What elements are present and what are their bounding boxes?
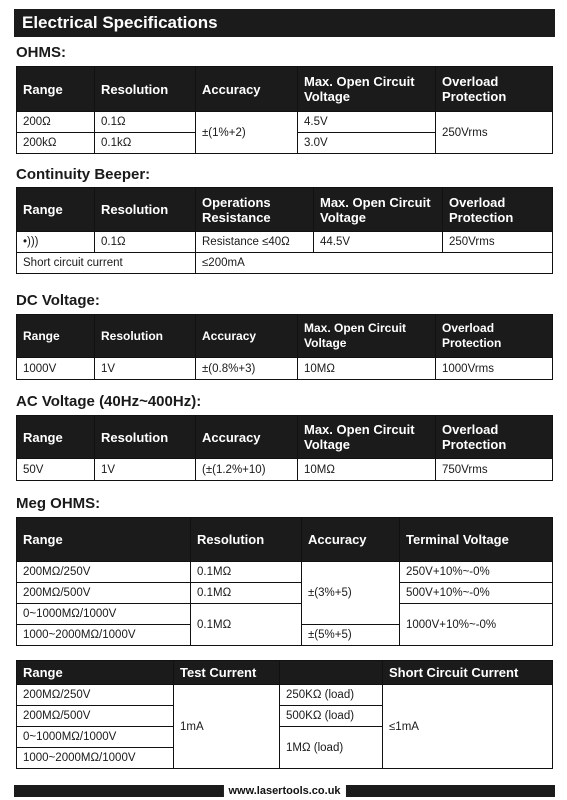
header-range: Range	[17, 315, 95, 358]
header-overload: Overload Protection	[436, 416, 553, 459]
cell-range: 200MΩ/250V	[17, 685, 174, 706]
header-max-open-voltage: Max. Open Circuit Voltage	[298, 315, 436, 358]
header-accuracy: Accuracy	[302, 518, 400, 562]
cell-voltage: 44.5V	[314, 232, 443, 253]
header-max-open-voltage: Max. Open Circuit Voltage	[298, 67, 436, 112]
header-resolution: Resolution	[95, 416, 196, 459]
cell-range: 0~1000MΩ/1000V	[17, 604, 191, 625]
header-overload: Overload Protection	[436, 315, 553, 358]
cell-range: 0~1000MΩ/1000V	[17, 727, 174, 748]
short-circuit-value: ≤200mA	[196, 253, 553, 274]
cell-range: 1000V	[17, 358, 95, 380]
header-range: Range	[17, 188, 95, 232]
meg-test-current-table	[16, 660, 553, 769]
cell-terminal-voltage: 250V+10%~-0%	[400, 562, 553, 583]
cell-voltage: 4.5V	[298, 112, 436, 133]
header-test-current: Test Current	[174, 661, 280, 685]
header-short-circuit-current: Short Circuit Current	[383, 661, 553, 685]
header-max-open-voltage: Max. Open Circuit Voltage	[314, 188, 443, 232]
cell-range: 1000~2000MΩ/1000V	[17, 625, 191, 646]
header-terminal-voltage: Terminal Voltage	[400, 518, 553, 562]
ac-table	[16, 415, 553, 481]
cell-resolution: 1V	[95, 459, 196, 481]
cell-resolution: 0.1kΩ	[95, 133, 196, 154]
cell-resolution: 0.1MΩ	[191, 604, 302, 646]
dc-heading: DC Voltage:	[16, 292, 100, 309]
cell-accuracy: ±(0.8%+3)	[196, 358, 298, 380]
cell-terminal-voltage: 1000V+10%~-0%	[400, 604, 553, 646]
cell-accuracy: ±(1%+2)	[196, 112, 298, 154]
footer-website-link[interactable]: www.lasertools.co.uk	[223, 784, 345, 798]
cell-protection: 250Vrms	[443, 232, 553, 253]
page-title: Electrical Specifications	[14, 9, 555, 37]
cell-resolution: 0.1MΩ	[191, 583, 302, 604]
meg-ohms-table	[16, 517, 553, 646]
cell-range: 200MΩ/500V	[17, 583, 191, 604]
header-resolution: Resolution	[95, 67, 196, 112]
beeper-heading: Continuity Beeper:	[16, 166, 151, 183]
header-accuracy: Accuracy	[196, 67, 298, 112]
cell-resolution: 1V	[95, 358, 196, 380]
cell-range: 200Ω	[17, 112, 95, 133]
cell-load: 250KΩ (load)	[280, 685, 383, 706]
beeper-symbol: •)))	[17, 232, 95, 253]
ac-heading: AC Voltage (40Hz~400Hz):	[16, 393, 202, 410]
footer-bar	[14, 785, 555, 797]
ohms-table	[16, 66, 553, 154]
cell-short-circuit: ≤1mA	[383, 685, 553, 769]
cell-voltage: 10MΩ	[298, 358, 436, 380]
cell-accuracy: ±(3%+5)	[302, 562, 400, 625]
header-load	[280, 661, 383, 685]
cell-protection: 1000Vrms	[436, 358, 553, 380]
header-resolution: Resolution	[191, 518, 302, 562]
cell-resolution: 0.1Ω	[95, 112, 196, 133]
cell-load: 1MΩ (load)	[280, 727, 383, 769]
ohms-heading: OHMS:	[16, 44, 66, 61]
cell-range: 200kΩ	[17, 133, 95, 154]
dc-table	[16, 314, 553, 380]
cell-resolution: 0.1MΩ	[191, 562, 302, 583]
meg-heading: Meg OHMS:	[16, 495, 101, 512]
cell-range: 200MΩ/500V	[17, 706, 174, 727]
header-range: Range	[17, 661, 174, 685]
cell-resistance: Resistance ≤40Ω	[196, 232, 314, 253]
cell-test-current: 1mA	[174, 685, 280, 769]
cell-load: 500KΩ (load)	[280, 706, 383, 727]
header-overload: Overload Protection	[436, 67, 553, 112]
cell-accuracy: ±(5%+5)	[302, 625, 400, 646]
cell-voltage: 3.0V	[298, 133, 436, 154]
header-overload: Overload Protection	[443, 188, 553, 232]
cell-protection: 750Vrms	[436, 459, 553, 481]
cell-protection: 250Vrms	[436, 112, 553, 154]
cell-terminal-voltage: 500V+10%~-0%	[400, 583, 553, 604]
short-circuit-label: Short circuit current	[17, 253, 196, 274]
header-range: Range	[17, 416, 95, 459]
beeper-table	[16, 187, 553, 274]
header-operations-resistance: Operations Resistance	[196, 188, 314, 232]
header-accuracy: Accuracy	[196, 315, 298, 358]
cell-range: 1000~2000MΩ/1000V	[17, 748, 174, 769]
header-resolution: Resolution	[95, 188, 196, 232]
cell-range: 50V	[17, 459, 95, 481]
header-range: Range	[17, 518, 191, 562]
cell-voltage: 10MΩ	[298, 459, 436, 481]
header-accuracy: Accuracy	[196, 416, 298, 459]
cell-accuracy: (±(1.2%+10)	[196, 459, 298, 481]
header-resolution: Resolution	[95, 315, 196, 358]
header-max-open-voltage: Max. Open Circuit Voltage	[298, 416, 436, 459]
cell-range: 200MΩ/250V	[17, 562, 191, 583]
header-range: Range	[17, 67, 95, 112]
cell-resolution: 0.1Ω	[95, 232, 196, 253]
